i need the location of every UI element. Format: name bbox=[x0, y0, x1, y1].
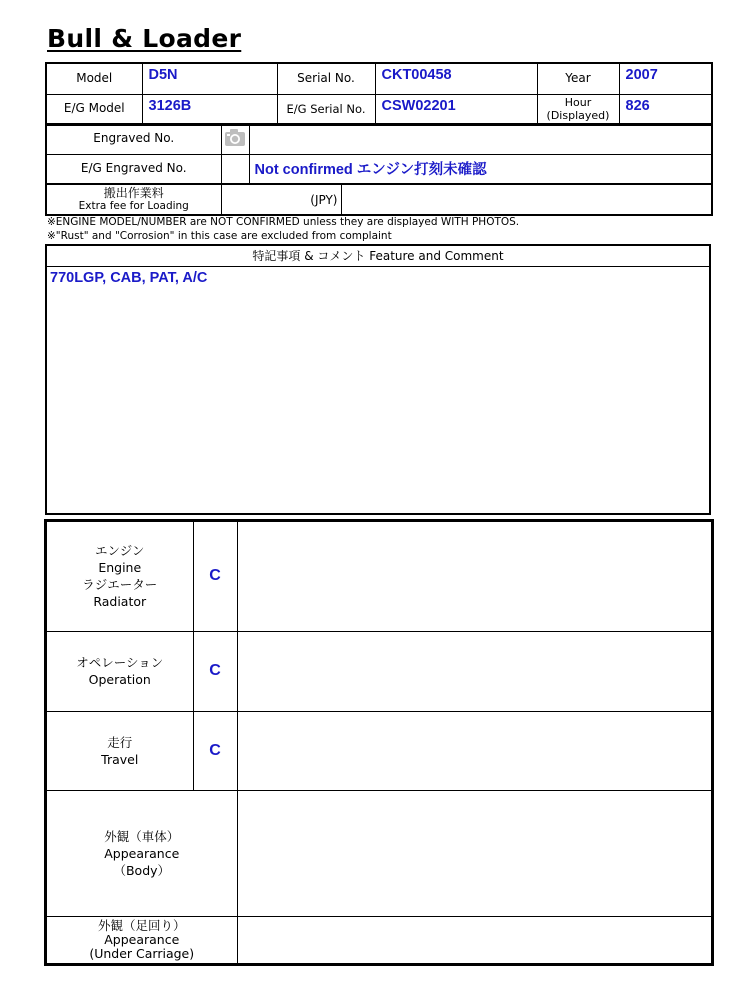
eg-model-label: E/G Model bbox=[46, 94, 142, 125]
engraved-table bbox=[45, 123, 713, 185]
body-comment bbox=[237, 790, 712, 916]
fee-label-en: Extra fee for Loading bbox=[78, 199, 189, 212]
hour-label bbox=[537, 94, 619, 125]
fee-value bbox=[341, 184, 712, 215]
operation-comment bbox=[237, 631, 712, 711]
serial-value: CKT00458 bbox=[375, 63, 537, 94]
engine-label-jp: エンジン bbox=[95, 543, 145, 559]
under-label-en: Appearance bbox=[104, 931, 180, 947]
note-engine: ※ENGINE MODEL/NUMBER are NOT CONFIRMED unless they are displayed WITH PHOTOS. bbox=[47, 216, 520, 228]
camera-icon[interactable] bbox=[224, 126, 246, 152]
comment-box bbox=[45, 244, 711, 515]
under-comment bbox=[237, 916, 712, 964]
radiator-label-jp: ラジエーター bbox=[82, 577, 158, 593]
engine-comment bbox=[237, 521, 712, 631]
under-label-jp: 外観（足回り） bbox=[97, 917, 186, 933]
hour-label-line2: (Displayed) bbox=[546, 109, 610, 123]
fee-unit: (JPY) bbox=[221, 184, 341, 215]
eg-engraved-label: E/G Engraved No. bbox=[46, 154, 221, 184]
engraved-value bbox=[249, 124, 712, 154]
operation-label-jp: オペレーション bbox=[76, 655, 164, 670]
under-label-en2: (Under Carriage) bbox=[89, 945, 195, 961]
travel-comment bbox=[237, 711, 712, 790]
radiator-label-en: Radiator bbox=[93, 594, 147, 610]
serial-label: Serial No. bbox=[277, 63, 375, 94]
eg-serial-label: E/G Serial No. bbox=[277, 94, 375, 125]
engraved-label: Engraved No. bbox=[46, 124, 221, 154]
page-title: Bull & Loader bbox=[47, 24, 242, 53]
engine-label-en: Engine bbox=[98, 560, 142, 576]
operation-label bbox=[46, 631, 193, 711]
comment-heading: 特記事項 & コメント Feature and Comment bbox=[47, 246, 709, 267]
camera-cell[interactable] bbox=[221, 124, 249, 154]
hour-label-line1: Hour bbox=[564, 96, 592, 110]
info-table bbox=[45, 62, 713, 126]
fee-label bbox=[46, 184, 221, 215]
fee-table bbox=[45, 183, 713, 216]
year-value: 2007 bbox=[619, 63, 712, 94]
body-label-en2: （Body） bbox=[113, 862, 171, 878]
travel-grade: C bbox=[193, 711, 237, 790]
note-rust: ※"Rust" and "Corrosion" in this case are excluded from complaint bbox=[47, 230, 392, 242]
eg-engraved-value: Not confirmed エンジン打刻未確認 bbox=[249, 154, 712, 184]
eg-engraved-spacer bbox=[221, 154, 249, 184]
inspection-table bbox=[45, 520, 713, 965]
travel-label bbox=[46, 711, 193, 790]
eg-serial-value: CSW02201 bbox=[375, 94, 537, 125]
travel-label-en: Travel bbox=[101, 751, 139, 767]
engine-label bbox=[46, 521, 193, 631]
travel-label-jp: 走行 bbox=[107, 734, 133, 750]
year-label: Year bbox=[537, 63, 619, 94]
under-label bbox=[46, 916, 237, 964]
engine-grade: C bbox=[193, 521, 237, 631]
operation-grade: C bbox=[193, 631, 237, 711]
body-label-jp: 外観（車体） bbox=[104, 828, 180, 844]
model-label: Model bbox=[46, 63, 142, 94]
body-label bbox=[46, 790, 237, 916]
fee-label-jp: 搬出作業料 bbox=[103, 185, 164, 200]
eg-model-value: 3126B bbox=[142, 94, 277, 125]
body-label-en: Appearance bbox=[104, 845, 180, 861]
hour-value: 826 bbox=[619, 94, 712, 125]
operation-label-en: Operation bbox=[88, 672, 151, 687]
model-value: D5N bbox=[142, 63, 277, 94]
comment-text: 770LGP, CAB, PAT, A/C bbox=[50, 270, 208, 286]
